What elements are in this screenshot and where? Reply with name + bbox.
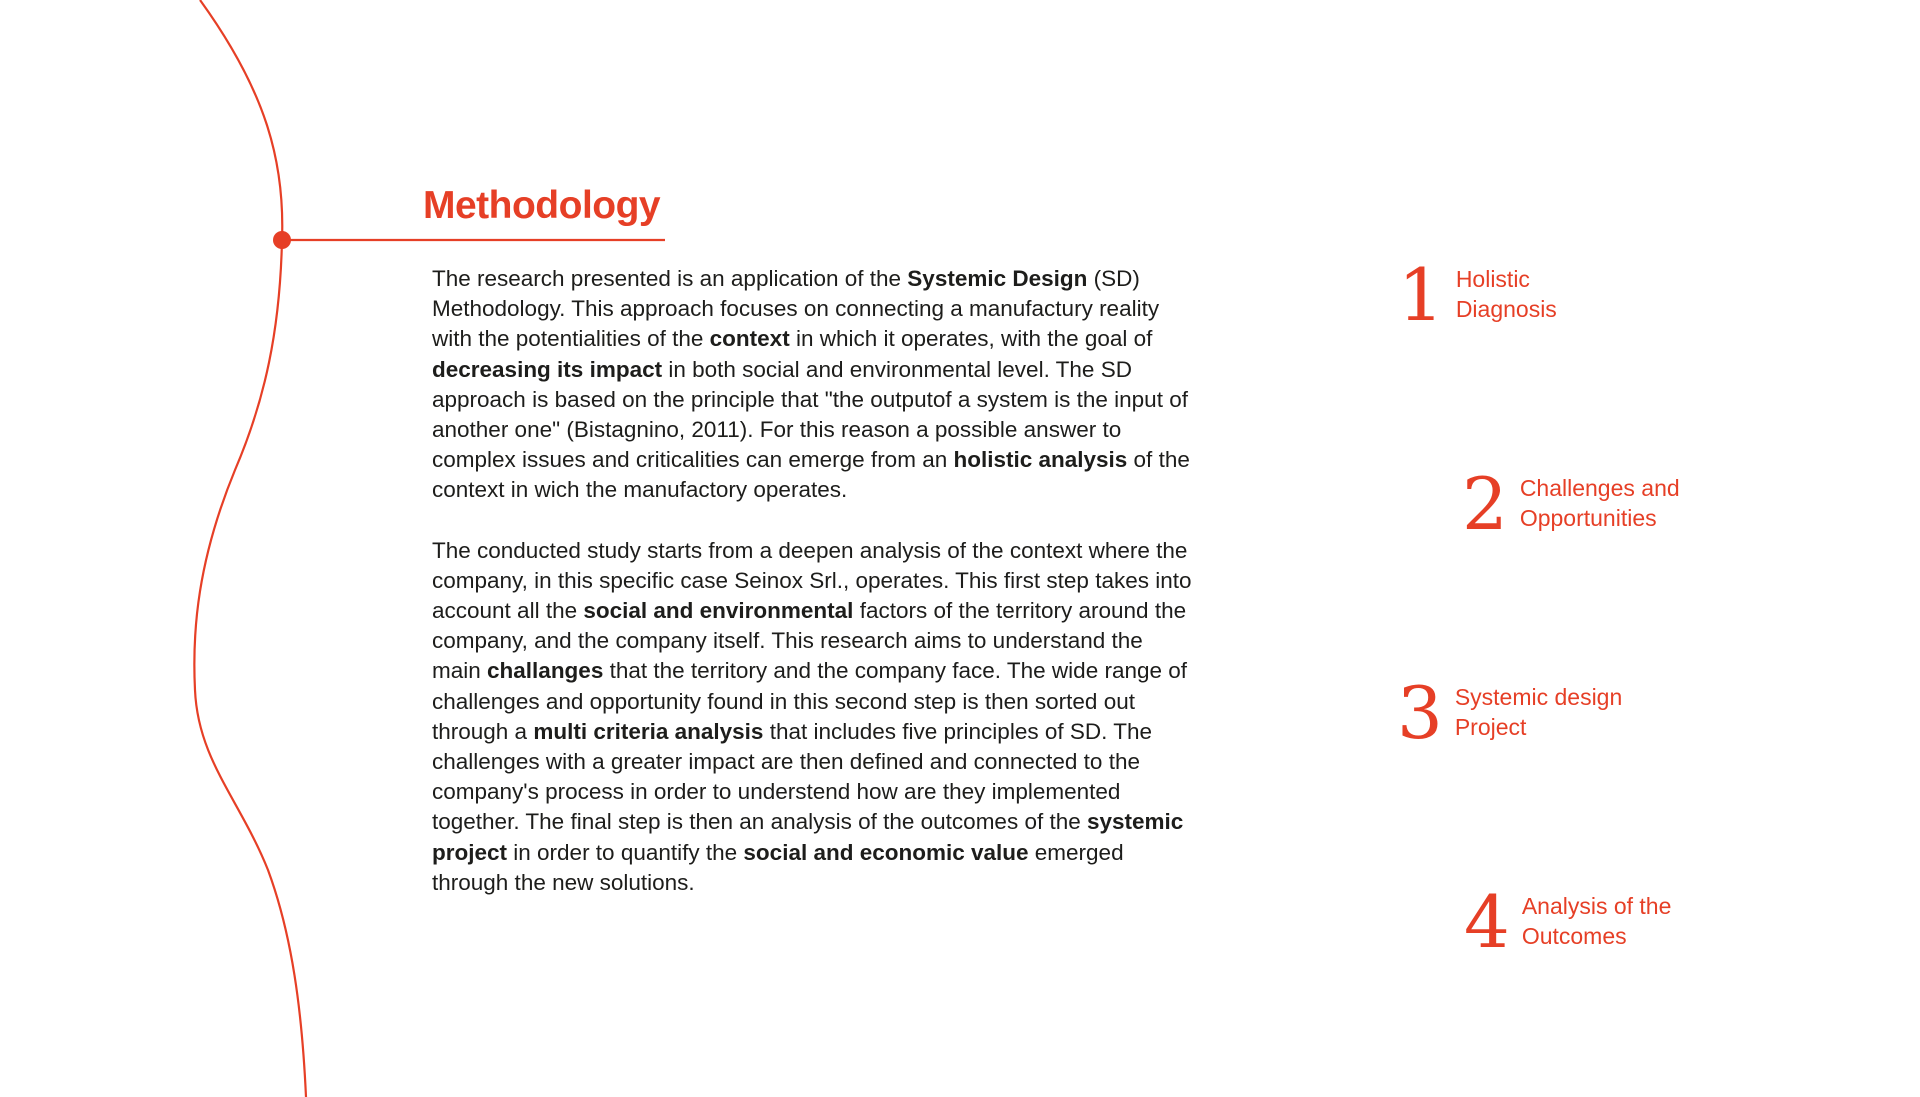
timeline-curve (194, 0, 306, 1097)
step-2 (1462, 462, 1680, 546)
text-run: that the territory and the company face. The wide range of challenges and opportunity found in this second step is then sorted out through a (432, 658, 1188, 744)
paragraph-1 (432, 264, 1192, 506)
timeline-node (273, 231, 291, 249)
bold-phrase: context (709, 326, 790, 352)
step-4-number: 4 (1464, 880, 1510, 964)
text-run: (SD) Methodology. This approach focuses on connecting a manufactury reality with the potentialities of the (432, 266, 1160, 352)
text-run: in which it operates, with the goal of (789, 326, 1153, 352)
text-run: The research presented is an application of the (432, 266, 908, 291)
step-4-label: Analysis of the Outcomes (1521, 893, 1672, 949)
bold-phrase: holistic analysis (953, 447, 1128, 473)
bold-phrase: multi criteria analysis (533, 718, 764, 744)
bold-phrase: social and economic value (743, 839, 1029, 865)
text-run: in order to quantify the (507, 839, 744, 865)
paragraph-2 (432, 536, 1192, 898)
step-2-number: 2 (1462, 462, 1508, 546)
methodology-description (432, 264, 1192, 928)
bold-phrase: systemic project (432, 809, 1184, 865)
bold-phrase: challanges (487, 658, 604, 684)
step-1 (1398, 253, 1557, 337)
text-run: emerged through the new solutions. (432, 839, 1124, 895)
step-3-number: 3 (1397, 671, 1443, 755)
step-4 (1464, 880, 1672, 964)
step-2-label: Challenges and Opportunities (1519, 475, 1680, 531)
text-run: The conducted study starts from a deepen analysis of the context where the company, in this specific case Seinox Srl., operates. This first step takes into account all the (432, 537, 1192, 624)
bold-phrase: decreasing its impact (432, 356, 663, 382)
step-3-label: Systemic design Project (1454, 684, 1623, 740)
text-run: that includes five principles of SD. The challenges with a greater impact are then defined and connected to the company's process in order to understend how are they implemented together. The final step is then an analysis of the outcomes of the (432, 718, 1152, 835)
bold-phrase: Systemic Design (907, 266, 1088, 291)
page-title: Methodology (423, 184, 661, 227)
step-3 (1397, 671, 1623, 755)
bold-phrase: social and environmental (583, 598, 854, 624)
step-1-label: Holistic Diagnosis (1455, 266, 1557, 322)
text-run: of the context in wich the manufactory operates. (432, 447, 1190, 503)
step-1-number: 1 (1398, 253, 1444, 337)
text-run: factors of the territory around the company, and the company itself. This research aims to understand the main (432, 598, 1187, 684)
text-run: in both social and environmental level. The SD approach is based on the principle that "the outputof a system is the input of another one" (Bistagnino, 2011). For this reason a possible answer to complex issues and criticalities can emerge from an (432, 356, 1188, 473)
